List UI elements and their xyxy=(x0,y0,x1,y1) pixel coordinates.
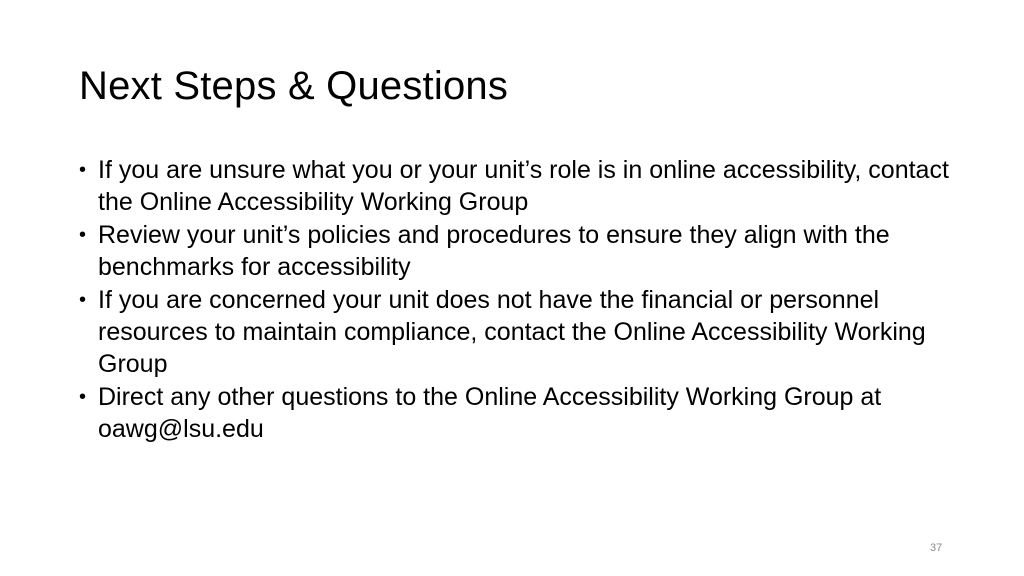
bullet-dot-icon: • xyxy=(79,288,87,311)
bullet-list xyxy=(79,154,959,446)
page-number: 37 xyxy=(930,542,943,554)
bullet-item xyxy=(79,219,959,284)
bullet-item xyxy=(79,284,959,381)
bullet-text: Review your unit’s policies and procedures to ensure they align with the benchmarks for accessibility xyxy=(98,220,890,282)
bullet-item xyxy=(79,154,959,219)
bullet-item xyxy=(79,381,959,446)
bullet-text: Direct any other questions to the Online Accessibility Working Group at oawg@lsu.edu xyxy=(98,382,882,444)
bullet-dot-icon: • xyxy=(79,159,87,181)
bullet-text: If you are unsure what you or your unit’s role is in online accessibility, contact the Online Accessibility Working Group xyxy=(98,156,949,217)
slide-title: Next Steps & Questions xyxy=(79,64,509,108)
bullet-dot-icon: • xyxy=(79,223,87,246)
bullet-text: If you are concerned your unit does not have the financial or personnel resources to maintain compliance, contact the Online Accessibility Working Group xyxy=(98,285,926,379)
bullet-dot-icon: • xyxy=(79,385,87,408)
